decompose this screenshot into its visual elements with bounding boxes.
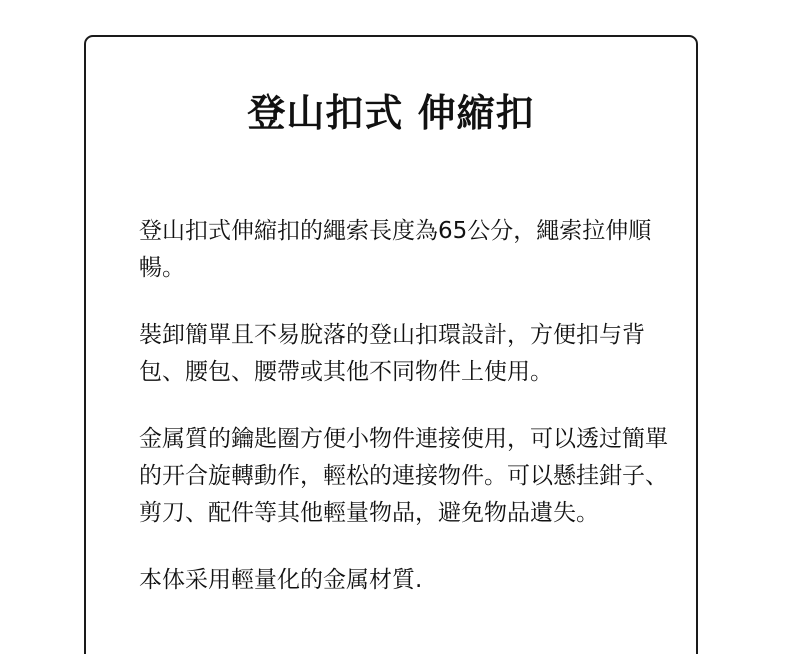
product-info-card <box>84 35 698 654</box>
card-title: 登山扣式 伸縮扣 <box>247 90 535 135</box>
paragraph-material: 本体采用輕量化的金属材質. <box>139 567 423 593</box>
paragraph-cord-length: 登山扣式伸縮扣的繩索長度為65公分，繩索拉伸順暢。 <box>139 218 652 281</box>
description-body <box>139 213 669 629</box>
paragraph-keyring-usage: 金属質的鑰匙圈方便小物件連接使用，可以透过簡單的开合旋轉動作，輕松的連接物件。可以懸挂鉗子、剪刀、配件等其他輕量物品，避免物品遺失。 <box>139 426 668 526</box>
paragraph-carabiner-design: 裝卸簡單且不易脫落的登山扣環設計，方便扣与背包、腰包、腰帶或其他不同物件上使用。 <box>139 322 645 385</box>
